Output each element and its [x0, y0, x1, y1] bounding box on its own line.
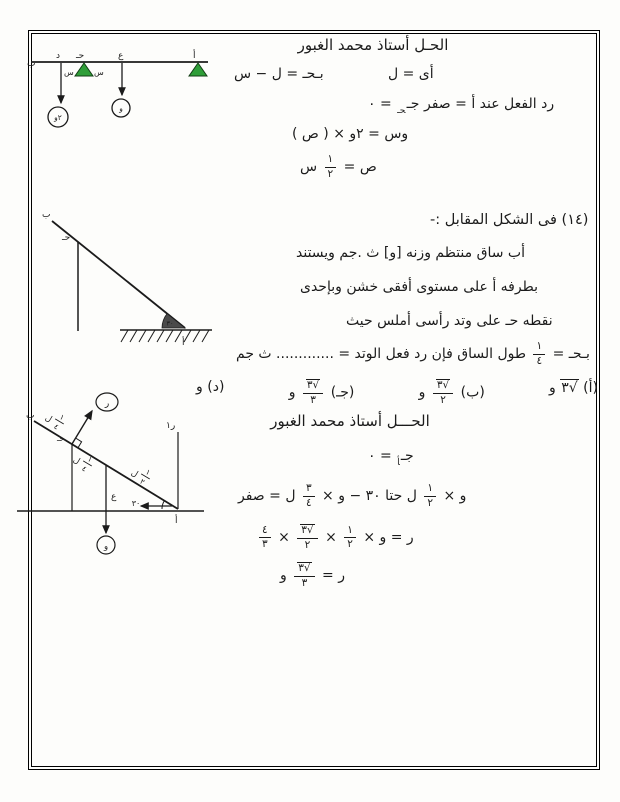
eq-text: ×: [278, 529, 290, 546]
eq-text: ل = صفر: [238, 488, 296, 505]
fraction-numerator: ١: [143, 467, 153, 478]
friction-label: ع: [111, 492, 117, 502]
solution1-eq2-right: رد الفعل عند أ = صفر: [424, 96, 555, 112]
fraction-numerator: [297, 524, 317, 539]
weight-label: و: [103, 542, 109, 552]
fraction-denominator: ٢: [304, 538, 311, 551]
fraction-denominator: ٢: [347, 538, 353, 551]
choice-d-value: و: [196, 379, 203, 395]
moment-subscript: أ: [397, 458, 400, 468]
fraction-numerator: ١: [533, 341, 545, 355]
beam-label-b: ب: [27, 59, 36, 69]
segment-name: بـحـ =: [552, 346, 590, 363]
fraction-numerator: ١: [57, 412, 67, 423]
solution1-eq1-left: بـحـ = ل − س: [234, 66, 324, 82]
moment-subscript: حـ: [397, 106, 406, 116]
choice-c-label: (جـ): [330, 384, 355, 401]
question-line-4: [236, 341, 590, 367]
figure-label-a: أ: [182, 338, 185, 348]
choice-a: [549, 379, 598, 406]
beam-label-ain: ع: [118, 51, 124, 61]
choice-a-label: (أ): [583, 380, 598, 396]
fraction: [344, 525, 356, 551]
choice-d-label: (د): [207, 379, 225, 395]
solution1-eq1-right: أى = ل: [388, 66, 434, 82]
fraction-numerator: ١: [325, 154, 337, 168]
figure-label-b: ب: [26, 411, 35, 421]
solution2-eq2: [238, 483, 466, 509]
solution2-title: الحـــل أستاذ محمد الغبور: [270, 412, 430, 430]
beam-label-h: حـ: [76, 51, 85, 61]
fraction: [294, 562, 314, 589]
angle-value: ٣٠: [131, 499, 141, 508]
fraction-denominator: ٣: [262, 538, 268, 551]
fraction-denominator: ٢: [427, 496, 433, 509]
fraction-denominator: ٢: [138, 476, 147, 487]
beam-diagram: [26, 46, 221, 138]
weight-vector: [97, 465, 115, 554]
fraction-numerator: ١: [344, 525, 356, 539]
eq-rest: = ٠: [368, 448, 392, 464]
support-triangle-a: [189, 63, 207, 76]
beam-label-s-right: س: [94, 68, 104, 77]
fraction-denominator: ٤: [305, 496, 312, 509]
fraction: [259, 525, 271, 551]
peg-reaction-label: ر: [104, 399, 110, 409]
fraction-numerator: ٤: [259, 525, 271, 539]
fraction-denominator: ٢: [440, 393, 446, 406]
choice-a-tail: و: [549, 380, 556, 396]
fraction-denominator: ٤: [536, 354, 543, 367]
question-tail: طول الساق فإن رد فعل الوتد = ............. ث جم: [236, 346, 527, 363]
fraction-numerator: [303, 379, 323, 394]
radical: √ ٣: [436, 379, 450, 392]
fraction: [533, 341, 545, 367]
figure-label-b: ب: [42, 210, 51, 220]
fraction-denominator: ٢: [327, 167, 334, 180]
fraction-denominator: ٤: [52, 421, 61, 432]
fraction-denominator: ٣: [310, 393, 316, 406]
fraction: [297, 524, 317, 551]
radical: √ ٣: [300, 524, 314, 537]
segment-label-half: [128, 461, 155, 488]
question-line-1: أب ساق منتظم وزنه [و] ث .جم ويستند: [296, 245, 525, 261]
fraction-denominator: ٣: [301, 576, 308, 589]
choice-c-tail: و: [288, 384, 296, 401]
solution-figure: [14, 386, 219, 576]
answer-choices: [196, 379, 598, 406]
figure-label-h: حـ: [62, 233, 71, 243]
eq-text: و ×: [443, 488, 467, 505]
radical: √ ٣: [306, 379, 320, 392]
length-symbol: ل: [43, 412, 54, 425]
fraction-numerator: ١: [424, 483, 436, 497]
question-line-3: نقطه حـ على وتد رأسى أملس حيث: [346, 313, 553, 329]
weight-label-2w: ٢و: [54, 113, 62, 122]
radical: √ ٣: [560, 379, 578, 396]
question-heading: (١٤) فى الشكل المقابل :-: [430, 212, 589, 228]
fraction: [325, 154, 337, 180]
choice-b: [419, 379, 485, 406]
moment-symbol: جـ: [400, 448, 414, 464]
figure-label-a: أ: [175, 516, 178, 526]
angle-arc: [162, 501, 164, 509]
solution2-eq3: [256, 524, 414, 551]
fraction-numerator: [294, 562, 314, 577]
solution1-title: الحـل أستاذ محمد الغبور: [297, 36, 449, 54]
solution1-eq4: [300, 154, 377, 180]
question-line-2: بطرفه أ على مستوى أفقى خشن وبإحدى: [300, 279, 538, 295]
given-figure: [30, 203, 220, 358]
moment-symbol: جـ: [406, 96, 420, 112]
length-symbol: ل: [71, 454, 82, 467]
solution2-eq1: [368, 448, 414, 469]
beam-label-s-left: س: [64, 68, 74, 77]
support-triangle-h: [75, 63, 93, 76]
choice-c: [289, 379, 355, 406]
angle-value: ٣٠: [166, 319, 174, 328]
angle-sector: [162, 314, 185, 328]
fraction-numerator: ١: [85, 454, 95, 465]
fraction: [303, 483, 315, 509]
eq-rest: = ٠: [368, 96, 392, 112]
eq-text: ر = و ×: [363, 529, 414, 546]
ground-hatching: [121, 330, 209, 342]
length-symbol: ل: [129, 467, 140, 480]
fraction-denominator: ٤: [80, 463, 89, 474]
choice-b-label: (ب): [460, 384, 485, 401]
fraction: [433, 379, 453, 406]
end-reaction-label: ر١: [166, 421, 176, 431]
eq-text: ل حتا ٣٠ − و ×: [322, 488, 417, 505]
eq-rhs: س: [300, 159, 318, 176]
hanging-weight-w: [112, 63, 130, 117]
figure-label-h: حـ: [57, 434, 65, 443]
beam-label-d: د: [56, 51, 61, 61]
peg-reaction-vector: [72, 393, 118, 444]
eq-lhs: ص =: [343, 159, 377, 176]
peg-reaction-arrow: [72, 411, 92, 444]
fraction-numerator: [433, 379, 453, 394]
fraction-numerator: ٣: [303, 483, 315, 497]
beam-label-a: أ: [193, 51, 196, 61]
choice-b-tail: و: [418, 384, 426, 401]
rod-line: [52, 221, 185, 328]
solution1-eq2-left: [368, 96, 419, 117]
radical: √ ٣: [297, 562, 311, 575]
eq-text: ×: [325, 529, 337, 546]
fraction: [303, 379, 323, 406]
eq-text: ر =: [322, 567, 345, 584]
fraction: [424, 483, 436, 509]
eq-text: و: [280, 567, 287, 584]
weight-label-w: و: [119, 104, 123, 113]
solution1-eq3: وس = ٢و × ( ص ): [292, 126, 409, 142]
solution2-eq4: [280, 562, 345, 589]
